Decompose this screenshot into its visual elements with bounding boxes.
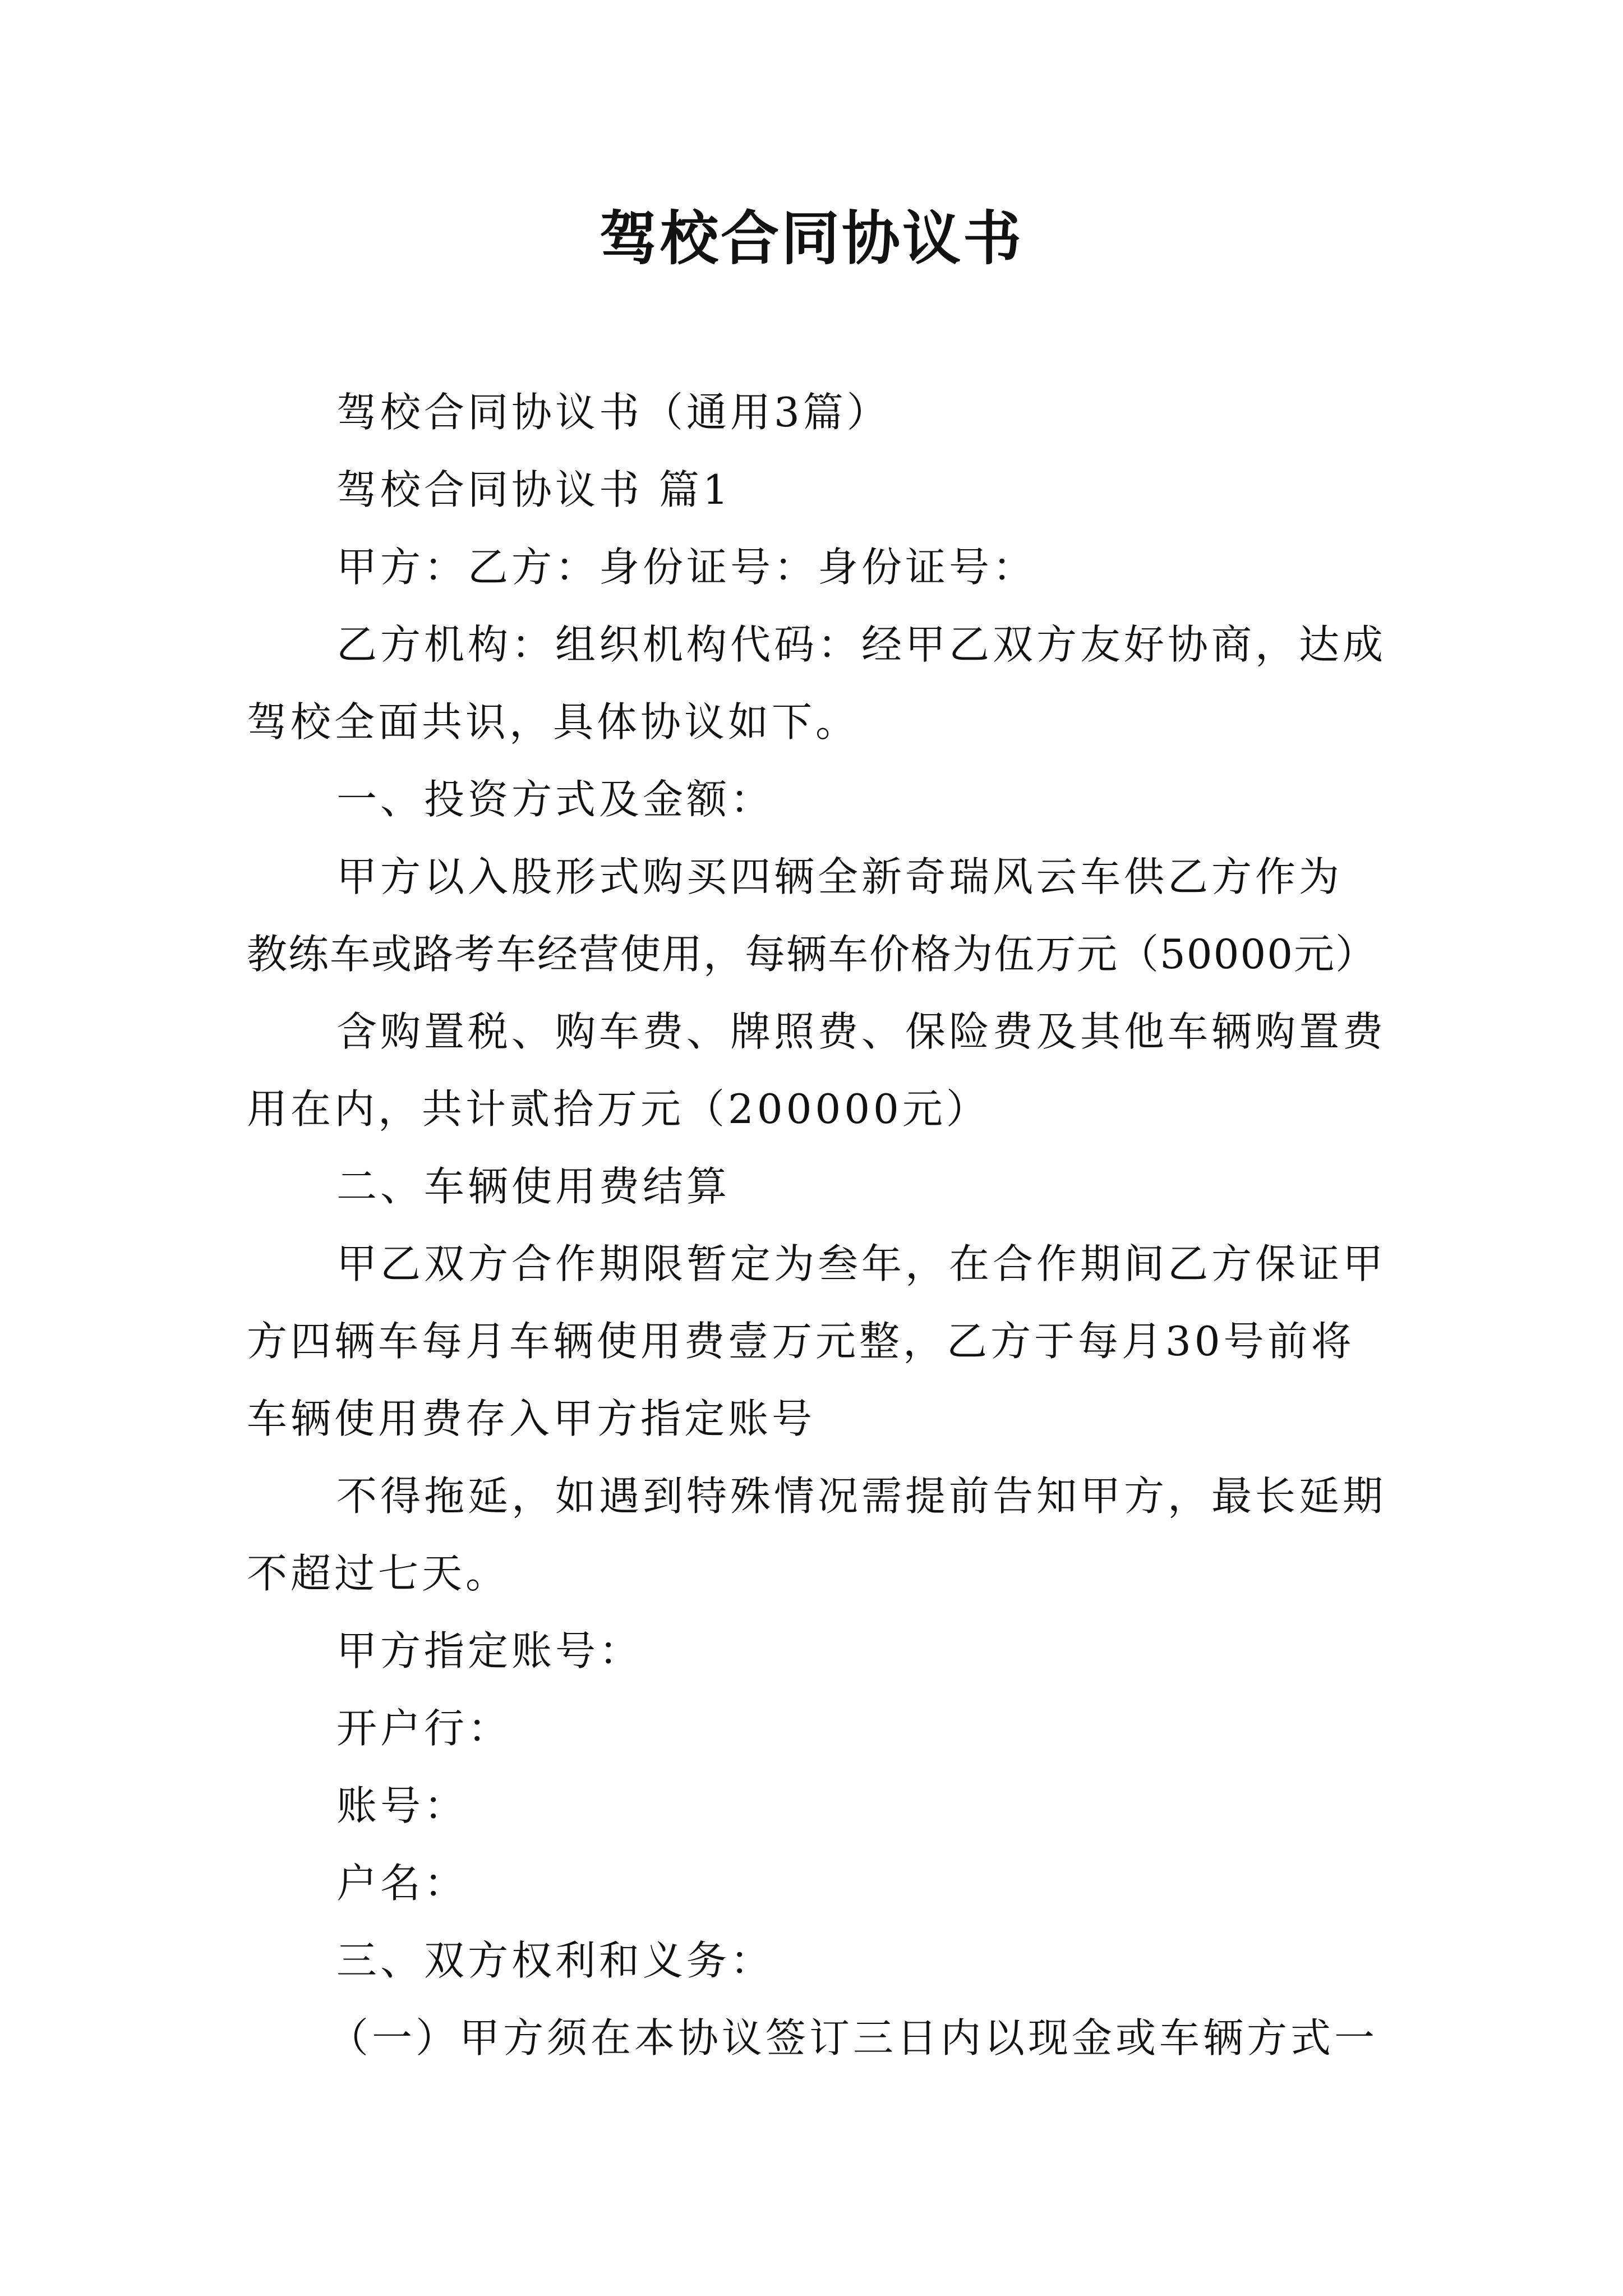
account-number-label: 账号： [336,1782,468,1829]
clause-heading: 三、双方权利和义务： [336,1937,774,1984]
account-name-label: 户名： [336,1860,468,1907]
clause-heading: 一、投资方式及金额： [336,776,774,823]
paragraph-line: 车辆使用费存入甲方指定账号 [247,1395,816,1442]
paragraph-line: 不超过七天。 [247,1550,510,1597]
paragraph-line: 甲方以入股形式购买四辆全新奇瑞风云车供乙方作为 [336,853,1343,900]
clause-heading: 二、车辆使用费结算 [336,1163,731,1210]
paragraph-line: 教练车或路考车经营使用，每辆车价格为伍万元（50000元） [247,931,1377,978]
document-title: 驾校合同协议书 [599,204,1023,273]
paragraph-line: 用在内，共计贰拾万元（200000元） [247,1085,990,1133]
paragraph-line: 甲乙双方合作期限暂定为叁年，在合作期间乙方保证甲 [336,1240,1387,1287]
paragraph-line: 驾校全面共识，具体协议如下。 [247,698,860,746]
paragraph-line: （一）甲方须在本协议签订三日内以现金或车辆方式一 [328,2014,1378,2062]
paragraph-line: 不得拖延，如遇到特殊情况需提前告知甲方，最长延期 [336,1473,1387,1520]
bank-label: 开户行： [336,1705,512,1752]
paragraph-line: 方四辆车每月车辆使用费壹万元整，乙方于每月30号前将 [247,1318,1355,1365]
account-label: 甲方指定账号： [336,1627,643,1674]
subtitle-line: 驾校合同协议书（通用3篇） [336,389,891,436]
section-heading: 驾校合同协议书 篇1 [336,466,732,513]
paragraph-line: 含购置税、购车费、牌照费、保险费及其他车辆购置费 [336,1008,1387,1055]
paragraph-line: 乙方机构：组织机构代码：经甲乙双方友好协商，达成 [336,621,1387,668]
paragraph-line: 甲方：乙方：身份证号：身份证号： [336,544,1037,591]
